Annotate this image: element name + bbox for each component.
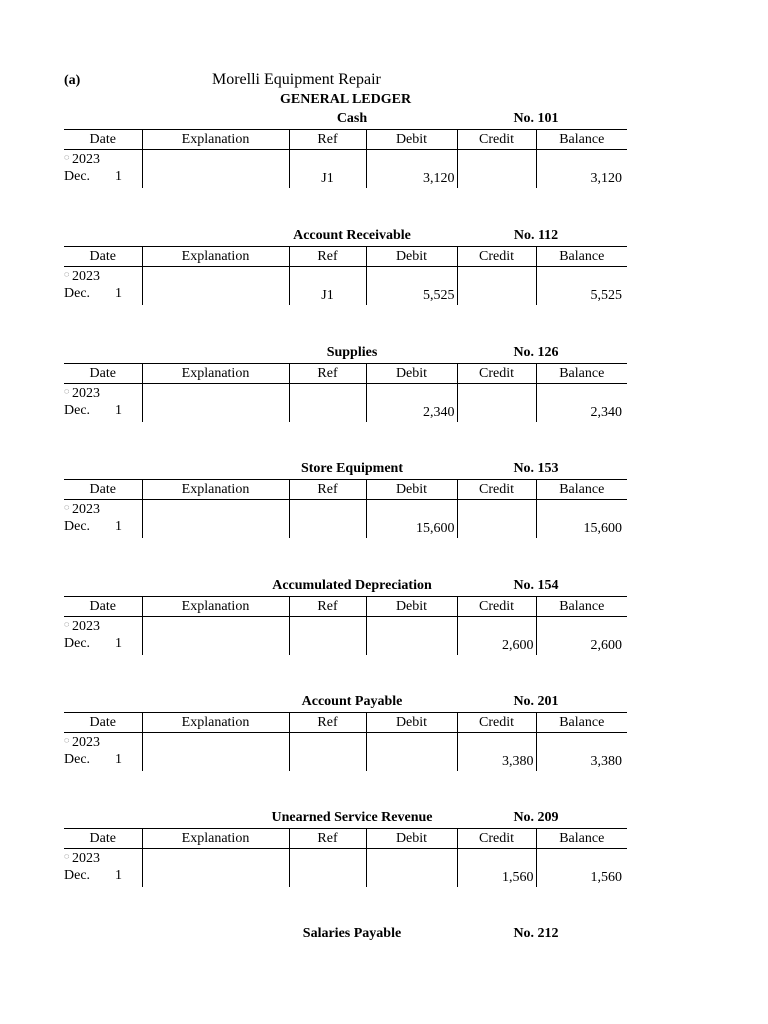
ledger-table (64, 130, 627, 188)
year-row (64, 500, 627, 520)
ref-cell (289, 636, 366, 655)
year-cell (64, 267, 142, 287)
year-row (64, 849, 627, 869)
column-header-ref: Ref (289, 713, 366, 733)
explanation-cell (142, 636, 289, 655)
month: Dec. (64, 169, 91, 184)
credit-cell: 2,600 (457, 636, 536, 655)
account-name: Salaries Payable (302, 926, 402, 941)
column-header-balance: Balance (536, 480, 627, 500)
ref-cell (289, 403, 366, 422)
year-value: 2023 (72, 151, 100, 167)
account-name: Accumulated Depreciation (272, 578, 432, 593)
column-header-date: Date (64, 364, 142, 384)
year-cell (64, 150, 142, 170)
ledger-account (64, 461, 627, 538)
explanation-cell (142, 403, 289, 422)
year-row (64, 384, 627, 404)
ref-cell: J1 (289, 169, 366, 188)
year-marker-icon: ◌ (64, 618, 70, 629)
year-cell (64, 384, 142, 404)
year-marker-icon: ◌ (64, 268, 70, 279)
table-row (64, 169, 627, 188)
account-name: Account Receivable (293, 228, 411, 243)
column-header-balance: Balance (536, 713, 627, 733)
account-header-salaries-payable (64, 926, 627, 944)
account-name: Store Equipment (300, 461, 404, 476)
column-header-debit: Debit (366, 364, 457, 384)
column-header-balance: Balance (536, 247, 627, 267)
column-header-row (64, 597, 627, 617)
day: 1 (115, 636, 122, 651)
column-header-row (64, 713, 627, 733)
debit-cell: 15,600 (366, 519, 457, 538)
date-cell (64, 752, 142, 771)
ref-cell (289, 519, 366, 538)
table-row (64, 403, 627, 422)
column-header-row (64, 247, 627, 267)
column-header-explanation: Explanation (142, 480, 289, 500)
column-header-balance: Balance (536, 597, 627, 617)
column-header-balance: Balance (536, 829, 627, 849)
credit-cell (457, 403, 536, 422)
year-row (64, 267, 627, 287)
ref-cell (289, 868, 366, 887)
credit-cell: 1,560 (457, 868, 536, 887)
table-row (64, 868, 627, 887)
column-header-row (64, 480, 627, 500)
day: 1 (115, 752, 122, 767)
ref-cell: J1 (289, 286, 366, 305)
column-header-ref: Ref (289, 480, 366, 500)
day: 1 (115, 868, 122, 883)
column-header-explanation: Explanation (142, 364, 289, 384)
year-value: 2023 (72, 268, 100, 284)
date-cell (64, 636, 142, 655)
table-row (64, 519, 627, 538)
column-header-explanation: Explanation (142, 829, 289, 849)
year-row (64, 733, 627, 753)
debit-cell (366, 868, 457, 887)
table-row (64, 286, 627, 305)
ledger-table (64, 829, 627, 887)
column-header-row (64, 130, 627, 150)
explanation-cell (142, 519, 289, 538)
year-row (64, 150, 627, 170)
year-value: 2023 (72, 501, 100, 517)
year-marker-icon: ◌ (64, 385, 70, 396)
ledger-account (64, 578, 627, 655)
account-number: No. 101 (513, 111, 559, 126)
ledger-table (64, 713, 627, 771)
column-header-explanation: Explanation (142, 130, 289, 150)
column-header-explanation: Explanation (142, 247, 289, 267)
part-label: (a) (64, 73, 81, 88)
year-cell (64, 617, 142, 637)
day: 1 (115, 519, 122, 534)
column-header-credit: Credit (457, 480, 536, 500)
explanation-cell (142, 286, 289, 305)
column-header-row (64, 829, 627, 849)
balance-cell: 3,120 (536, 169, 627, 188)
column-header-ref: Ref (289, 130, 366, 150)
account-name: Cash (336, 111, 368, 126)
date-cell (64, 519, 142, 538)
year-value: 2023 (72, 385, 100, 401)
month: Dec. (64, 868, 91, 883)
date-cell (64, 169, 142, 188)
column-header-date: Date (64, 247, 142, 267)
ledger-account (64, 810, 627, 887)
year-marker-icon: ◌ (64, 734, 70, 745)
date-cell (64, 286, 142, 305)
credit-cell (457, 286, 536, 305)
credit-cell (457, 169, 536, 188)
account-header (64, 111, 627, 130)
ledger-account (64, 111, 627, 188)
account-header (64, 694, 627, 713)
account-name: Unearned Service Revenue (271, 810, 433, 825)
column-header-ref: Ref (289, 247, 366, 267)
column-header-balance: Balance (536, 364, 627, 384)
column-header-ref: Ref (289, 597, 366, 617)
account-number: No. 112 (513, 228, 559, 243)
ledger-table (64, 364, 627, 422)
column-header-debit: Debit (366, 130, 457, 150)
column-header-debit: Debit (366, 829, 457, 849)
account-name: Supplies (326, 345, 378, 360)
day: 1 (115, 403, 122, 418)
debit-cell: 2,340 (366, 403, 457, 422)
account-header (64, 810, 627, 829)
balance-cell: 2,340 (536, 403, 627, 422)
table-row (64, 636, 627, 655)
year-cell (64, 733, 142, 753)
balance-cell: 3,380 (536, 752, 627, 771)
explanation-cell (142, 169, 289, 188)
ledger-account (64, 694, 627, 771)
day: 1 (115, 169, 122, 184)
ledger-table (64, 597, 627, 655)
column-header-credit: Credit (457, 130, 536, 150)
column-header-ref: Ref (289, 829, 366, 849)
column-header-date: Date (64, 130, 142, 150)
debit-cell (366, 752, 457, 771)
year-marker-icon: ◌ (64, 151, 70, 162)
credit-cell: 3,380 (457, 752, 536, 771)
credit-cell (457, 519, 536, 538)
account-header (64, 578, 627, 597)
explanation-cell (142, 868, 289, 887)
month: Dec. (64, 286, 91, 301)
year-marker-icon: ◌ (64, 850, 70, 861)
explanation-cell (142, 752, 289, 771)
debit-cell: 5,525 (366, 286, 457, 305)
year-value: 2023 (72, 850, 100, 866)
account-number: No. 126 (513, 345, 559, 360)
column-header-credit: Credit (457, 829, 536, 849)
balance-cell: 15,600 (536, 519, 627, 538)
column-header-credit: Credit (457, 597, 536, 617)
column-header-debit: Debit (366, 247, 457, 267)
ref-cell (289, 752, 366, 771)
day: 1 (115, 286, 122, 301)
year-value: 2023 (72, 618, 100, 634)
column-header-date: Date (64, 597, 142, 617)
month: Dec. (64, 636, 91, 651)
date-cell (64, 868, 142, 887)
column-header-debit: Debit (366, 480, 457, 500)
balance-cell: 1,560 (536, 868, 627, 887)
year-row (64, 617, 627, 637)
column-header-explanation: Explanation (142, 713, 289, 733)
year-cell (64, 500, 142, 520)
column-header-credit: Credit (457, 247, 536, 267)
company-name: Morelli Equipment Repair (212, 71, 381, 88)
column-header-explanation: Explanation (142, 597, 289, 617)
table-row (64, 752, 627, 771)
month: Dec. (64, 403, 91, 418)
column-header-debit: Debit (366, 597, 457, 617)
account-header (64, 345, 627, 364)
column-header-date: Date (64, 480, 142, 500)
debit-cell (366, 636, 457, 655)
column-header-credit: Credit (457, 713, 536, 733)
column-header-row (64, 364, 627, 384)
account-number: No. 153 (513, 461, 559, 476)
account-header (64, 228, 627, 247)
date-cell (64, 403, 142, 422)
year-cell (64, 849, 142, 869)
column-header-date: Date (64, 713, 142, 733)
account-number: No. 154 (513, 578, 559, 593)
column-header-credit: Credit (457, 364, 536, 384)
account-number: No. 201 (513, 694, 559, 709)
account-header (64, 461, 627, 480)
year-marker-icon: ◌ (64, 501, 70, 512)
month: Dec. (64, 519, 91, 534)
month: Dec. (64, 752, 91, 767)
column-header-balance: Balance (536, 130, 627, 150)
column-header-debit: Debit (366, 713, 457, 733)
debit-cell: 3,120 (366, 169, 457, 188)
ledger-table (64, 480, 627, 538)
column-header-date: Date (64, 829, 142, 849)
ledger-table (64, 247, 627, 305)
account-number: No. 212 (513, 926, 559, 941)
ledger-title: GENERAL LEDGER (280, 92, 412, 107)
year-value: 2023 (72, 734, 100, 750)
balance-cell: 5,525 (536, 286, 627, 305)
ledger-account (64, 345, 627, 422)
ledger-account (64, 228, 627, 305)
account-number: No. 209 (513, 810, 559, 825)
account-name: Account Payable (301, 694, 403, 709)
balance-cell: 2,600 (536, 636, 627, 655)
column-header-ref: Ref (289, 364, 366, 384)
